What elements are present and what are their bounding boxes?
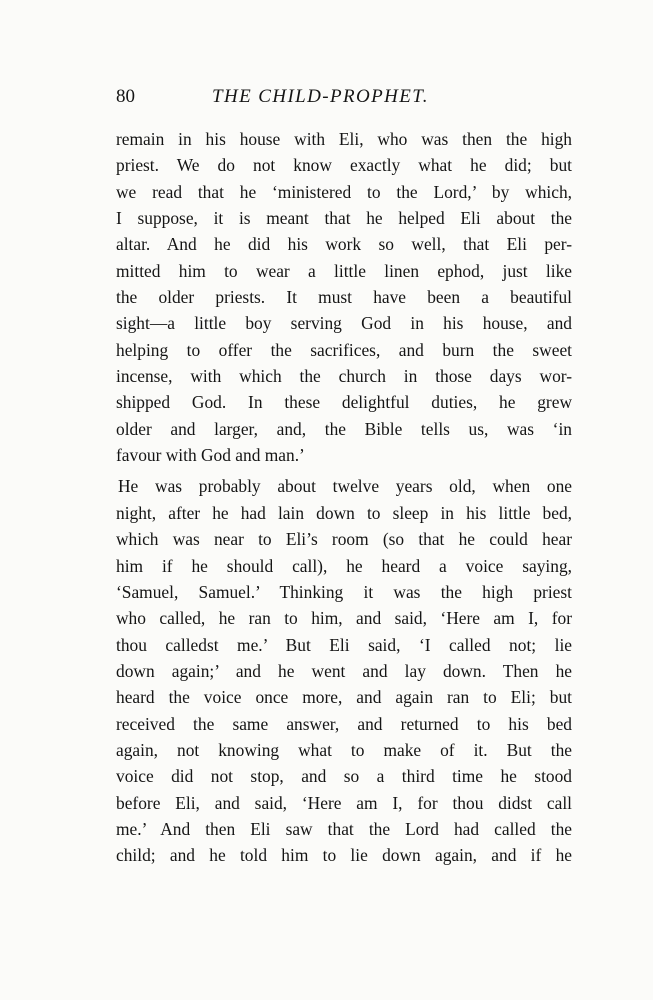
text-line: sight—a little boy serving God in his house, and xyxy=(116,313,572,334)
running-title: THE CHILD-PROPHET. xyxy=(212,86,429,107)
paragraph-1 xyxy=(116,126,572,468)
text-line: altar. And he did his work so well, that Eli per- xyxy=(116,234,572,255)
text-line: him if he should call), he heard a voice saying, xyxy=(116,555,572,576)
paragraph-2 xyxy=(116,473,572,868)
page-header xyxy=(116,86,572,116)
text-line: priest. We do not know exactly what he did; but xyxy=(116,155,572,176)
text-line: me.’ And then Eli saw that the Lord had called the xyxy=(116,818,572,839)
text-line: again, not knowing what to make of it. But the xyxy=(116,739,572,760)
text-line: we read that he ‘ministered to the Lord,’ by which, xyxy=(116,181,572,202)
text-line: favour with God and man.’ xyxy=(116,445,305,466)
text-line: child; and he told him to lie down again, and if he xyxy=(116,845,572,866)
text-line: who called, he ran to him, and said, ‘Here am I, for xyxy=(116,608,572,629)
text-line: shipped God. In these delightful duties, he grew xyxy=(116,392,572,413)
text-line: night, after he had lain down to sleep in his little bed, xyxy=(116,502,572,523)
text-line: ‘Samuel, Samuel.’ Thinking it was the high priest xyxy=(116,581,572,602)
text-line: I suppose, it is meant that he helped Eli about the xyxy=(116,208,572,229)
text-line: thou calledst me.’ But Eli said, ‘I called not; lie xyxy=(116,634,572,655)
text-line: before Eli, and said, ‘Here am I, for thou didst call xyxy=(116,792,572,813)
text-line: which was near to Eli’s room (so that he could hear xyxy=(116,529,572,550)
text-line: older and larger, and, the Bible tells us, was ‘in xyxy=(116,418,572,439)
text-line: mitted him to wear a little linen ephod, just like xyxy=(116,260,572,281)
text-line: remain in his house with Eli, who was then the high xyxy=(116,129,572,149)
text-line: voice did not stop, and so a third time he stood xyxy=(116,766,572,787)
text-line: He was probably about twelve years old, when one xyxy=(118,476,572,497)
text-line: down again;’ and he went and lay down. Then he xyxy=(116,660,572,681)
page-number: 80 xyxy=(116,86,135,107)
text-line: helping to offer the sacrifices, and burn the sweet xyxy=(116,339,572,360)
body-text xyxy=(116,126,572,869)
text-line: received the same answer, and returned to his bed xyxy=(116,713,572,734)
text-line: incense, with which the church in those days wor- xyxy=(116,366,572,387)
text-line: heard the voice once more, and again ran to Eli; but xyxy=(116,687,572,708)
text-line: the older priests. It must have been a beautiful xyxy=(116,287,572,308)
